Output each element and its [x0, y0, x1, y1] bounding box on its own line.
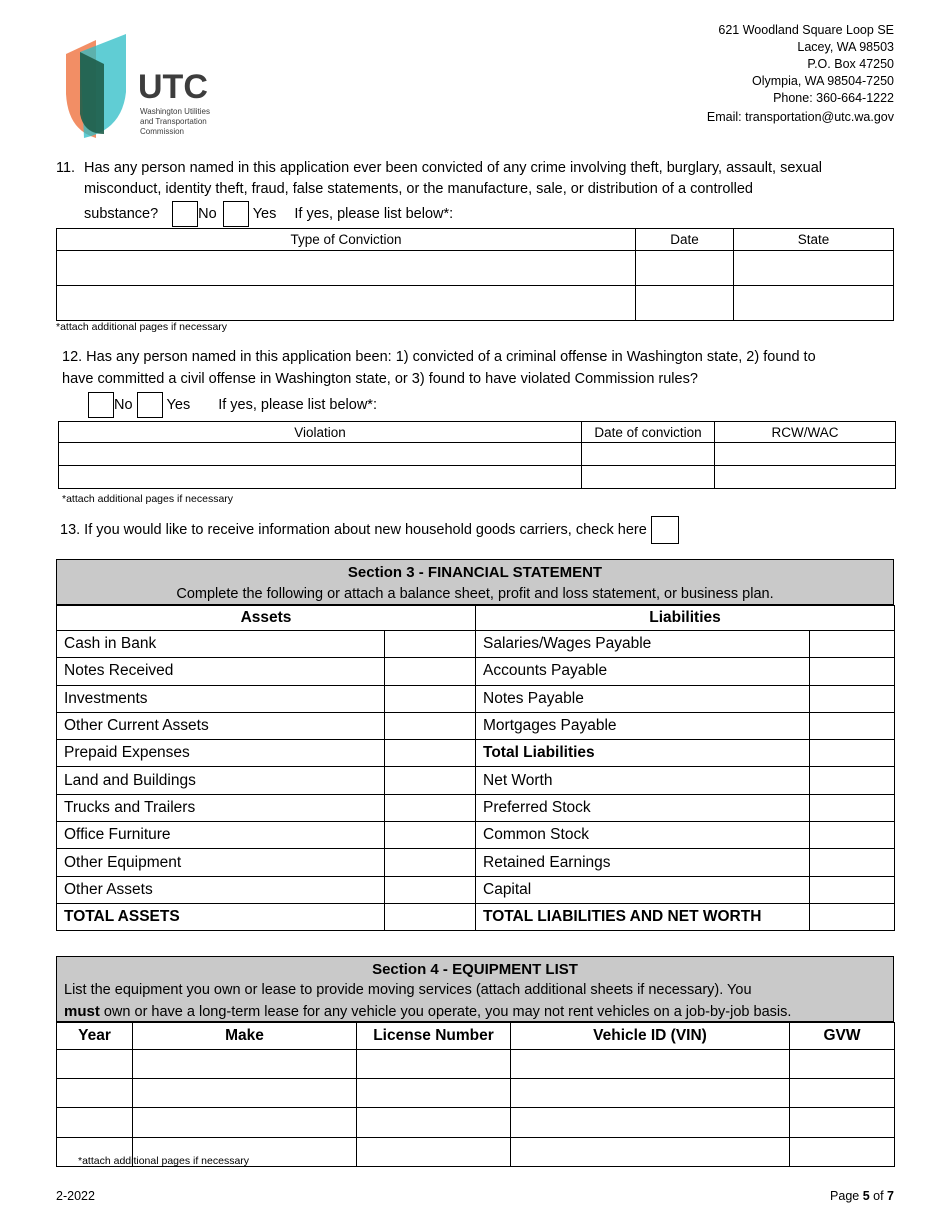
input-cell[interactable] — [133, 1050, 357, 1079]
column-header: State — [734, 229, 894, 251]
column-header: Year — [57, 1023, 133, 1050]
page-number — [830, 1189, 894, 1203]
asset-label: Trucks and Trailers — [57, 794, 385, 821]
input-cell[interactable] — [511, 1050, 790, 1079]
table-row — [57, 849, 895, 876]
column-header: GVW — [790, 1023, 895, 1050]
table-row — [57, 685, 895, 712]
table-row — [57, 767, 895, 794]
total-assets-label: TOTAL ASSETS — [57, 903, 385, 930]
input-cell[interactable] — [734, 251, 894, 286]
input-cell[interactable] — [511, 1079, 790, 1108]
asset-label: Cash in Bank — [57, 631, 385, 658]
yes-label: Yes — [252, 205, 277, 222]
utc-logo — [64, 34, 229, 140]
liability-amount-cell[interactable] — [810, 740, 895, 767]
section-description: List the equipment you own or lease to provide moving services (attach additional sheets if necessary). You — [64, 982, 752, 998]
question-text-line: have committed a civil offense in Washington state, or 3) found to have violated Commission rules? — [62, 371, 698, 387]
no-checkbox[interactable] — [172, 201, 198, 227]
section-4-equipment-list — [56, 956, 894, 1167]
newsletter-checkbox[interactable] — [651, 516, 679, 544]
asset-amount-cell[interactable] — [385, 876, 476, 903]
section-title: Section 4 - EQUIPMENT LIST — [372, 961, 578, 978]
violation-table — [58, 421, 896, 489]
section-subtitle: Complete the following or attach a balance sheet, profit and loss statement, or business plan. — [176, 586, 774, 602]
input-cell[interactable] — [636, 251, 734, 286]
asset-amount-cell[interactable] — [385, 631, 476, 658]
address-line: Olympia, WA 98504-7250 — [752, 74, 894, 88]
liability-amount-cell[interactable] — [810, 903, 895, 930]
input-cell[interactable] — [734, 286, 894, 321]
liability-amount-cell[interactable] — [810, 658, 895, 685]
email-address: Email: transportation@utc.wa.gov — [706, 110, 894, 124]
page-prefix: Page — [830, 1189, 863, 1203]
section-title: Section 3 - FINANCIAL STATEMENT — [347, 564, 603, 581]
column-header: Make — [133, 1023, 357, 1050]
attach-note: *attach additional pages if necessary — [78, 1155, 250, 1167]
input-cell[interactable] — [59, 443, 582, 466]
input-cell[interactable] — [357, 1079, 511, 1108]
liability-amount-cell[interactable] — [810, 849, 895, 876]
page-total: 7 — [887, 1189, 894, 1203]
page-current: 5 — [862, 1189, 870, 1203]
asset-amount-cell[interactable] — [385, 685, 476, 712]
liability-label: Mortgages Payable — [476, 712, 810, 739]
input-cell[interactable] — [511, 1108, 790, 1137]
financial-table — [56, 605, 895, 931]
table-row — [57, 903, 895, 930]
liability-label: Total Liabilities — [476, 740, 810, 767]
must-emphasis: must — [64, 1003, 100, 1020]
asset-amount-cell[interactable] — [385, 658, 476, 685]
liability-amount-cell[interactable] — [810, 794, 895, 821]
asset-amount-cell[interactable] — [385, 794, 476, 821]
input-cell[interactable] — [133, 1079, 357, 1108]
logo-subtext-3: Commission — [140, 127, 185, 136]
yes-label: Yes — [166, 397, 191, 413]
liability-amount-cell[interactable] — [810, 712, 895, 739]
liability-amount-cell[interactable] — [810, 685, 895, 712]
address-line: Phone: 360-664-1222 — [773, 91, 894, 105]
liability-amount-cell[interactable] — [810, 767, 895, 794]
equipment-table — [56, 1022, 895, 1167]
liability-amount-cell[interactable] — [810, 876, 895, 903]
input-cell[interactable] — [133, 1108, 357, 1137]
total-liabilities-label: TOTAL LIABILITIES AND NET WORTH — [476, 903, 810, 930]
input-cell[interactable] — [790, 1079, 895, 1108]
asset-label: Prepaid Expenses — [57, 740, 385, 767]
column-header: License Number — [357, 1023, 511, 1050]
input-cell[interactable] — [582, 466, 715, 489]
followup-text: If yes, please list below*: — [294, 205, 454, 222]
column-header: RCW/WAC — [715, 422, 896, 443]
utc-logo-mark — [64, 34, 229, 140]
question-text-line: 12. Has any person named in this application been: 1) convicted of a criminal offense in Washington state, 2) found to — [62, 349, 816, 365]
asset-label: Other Equipment — [57, 849, 385, 876]
question-12 — [62, 346, 896, 418]
question-text: 13. If you would like to receive information about new household goods carriers, check here — [60, 521, 647, 538]
liabilities-header: Liabilities — [476, 606, 895, 631]
assets-header: Assets — [57, 606, 476, 631]
input-cell[interactable] — [57, 286, 636, 321]
yes-checkbox[interactable] — [223, 201, 249, 227]
input-cell[interactable] — [582, 443, 715, 466]
question-text-line: substance? — [84, 205, 159, 222]
liability-label: Salaries/Wages Payable — [476, 631, 810, 658]
table-row — [57, 1050, 895, 1079]
table-row — [57, 740, 895, 767]
input-cell[interactable] — [357, 1137, 511, 1166]
asset-amount-cell[interactable] — [385, 712, 476, 739]
liability-label: Preferred Stock — [476, 794, 810, 821]
asset-label: Investments — [57, 685, 385, 712]
input-cell[interactable] — [636, 286, 734, 321]
table-row — [57, 286, 894, 321]
table-row — [59, 466, 896, 489]
liability-label: Common Stock — [476, 822, 810, 849]
followup-text: If yes, please list below*: — [218, 397, 377, 413]
no-label: No — [114, 397, 133, 413]
liability-label: Notes Payable — [476, 685, 810, 712]
input-cell[interactable] — [790, 1108, 895, 1137]
table-row — [57, 1079, 895, 1108]
table-row — [59, 443, 896, 466]
question-text-line: misconduct, identity theft, fraud, false statements, or the manufacture, sale, or distribution of a controlled — [84, 181, 753, 197]
page-of: of — [869, 1189, 888, 1203]
table-row — [57, 251, 894, 286]
liability-label: Accounts Payable — [476, 658, 810, 685]
table-row — [57, 631, 895, 658]
address-line: P.O. Box 47250 — [807, 57, 894, 71]
section-description-rest: own or have a long-term lease for any vehicle you operate, you may not rent vehicles on a job-by-job basis. — [99, 1004, 792, 1020]
input-cell[interactable] — [790, 1050, 895, 1079]
table-row — [57, 876, 895, 903]
asset-amount-cell[interactable] — [385, 767, 476, 794]
table-row — [57, 794, 895, 821]
input-cell[interactable] — [57, 1050, 133, 1079]
column-header: Vehicle ID (VIN) — [511, 1023, 790, 1050]
liability-label: Retained Earnings — [476, 849, 810, 876]
conviction-table — [56, 228, 894, 321]
input-cell[interactable] — [790, 1137, 895, 1166]
input-cell[interactable] — [511, 1137, 790, 1166]
address-line: Lacey, WA 98503 — [797, 40, 894, 54]
logo-text: UTC — [138, 68, 208, 106]
column-header: Date — [636, 229, 734, 251]
asset-amount-cell[interactable] — [385, 822, 476, 849]
logo-subtext-1: Washington Utilities — [140, 107, 210, 116]
question-13 — [60, 516, 679, 544]
no-checkbox[interactable] — [88, 392, 114, 418]
section-description-line2 — [64, 1001, 886, 1023]
table-row — [57, 1108, 895, 1137]
input-cell[interactable] — [715, 443, 896, 466]
table-row — [57, 712, 895, 739]
attach-note: *attach additional pages if necessary — [56, 321, 228, 333]
asset-label: Other Assets — [57, 876, 385, 903]
table-row — [57, 658, 895, 685]
asset-label: Other Current Assets — [57, 712, 385, 739]
asset-amount-cell[interactable] — [385, 903, 476, 930]
table-row — [57, 822, 895, 849]
input-cell[interactable] — [57, 1079, 133, 1108]
address-line: 621 Woodland Square Loop SE — [718, 23, 894, 37]
input-cell[interactable] — [715, 466, 896, 489]
asset-label: Office Furniture — [57, 822, 385, 849]
column-header: Date of conviction — [582, 422, 715, 443]
section-header — [56, 956, 894, 1022]
attach-note: *attach additional pages if necessary — [62, 493, 234, 505]
asset-amount-cell[interactable] — [385, 740, 476, 767]
question-number: 11. — [56, 160, 76, 176]
column-header: Type of Conviction — [57, 229, 636, 251]
question-11 — [56, 158, 896, 227]
logo-subtext-2: and Transportation — [140, 117, 207, 126]
input-cell[interactable] — [357, 1050, 511, 1079]
section-header — [56, 559, 894, 605]
input-cell[interactable] — [57, 251, 636, 286]
liability-label: Net Worth — [476, 767, 810, 794]
question-text-line: Has any person named in this application ever been convicted of any crime involving theft, burglary, assault, sexual — [84, 160, 823, 176]
asset-label: Land and Buildings — [57, 767, 385, 794]
column-header: Violation — [59, 422, 582, 443]
yes-checkbox[interactable] — [137, 392, 163, 418]
revision-date: 2-2022 — [56, 1189, 95, 1203]
input-cell[interactable] — [59, 466, 582, 489]
liability-label: Capital — [476, 876, 810, 903]
liability-amount-cell[interactable] — [810, 631, 895, 658]
input-cell[interactable] — [57, 1108, 133, 1137]
liability-amount-cell[interactable] — [810, 822, 895, 849]
section-3-financial-statement — [56, 559, 894, 931]
input-cell[interactable] — [357, 1108, 511, 1137]
no-label: No — [198, 205, 217, 222]
address-block — [707, 22, 894, 126]
asset-label: Notes Received — [57, 658, 385, 685]
asset-amount-cell[interactable] — [385, 849, 476, 876]
